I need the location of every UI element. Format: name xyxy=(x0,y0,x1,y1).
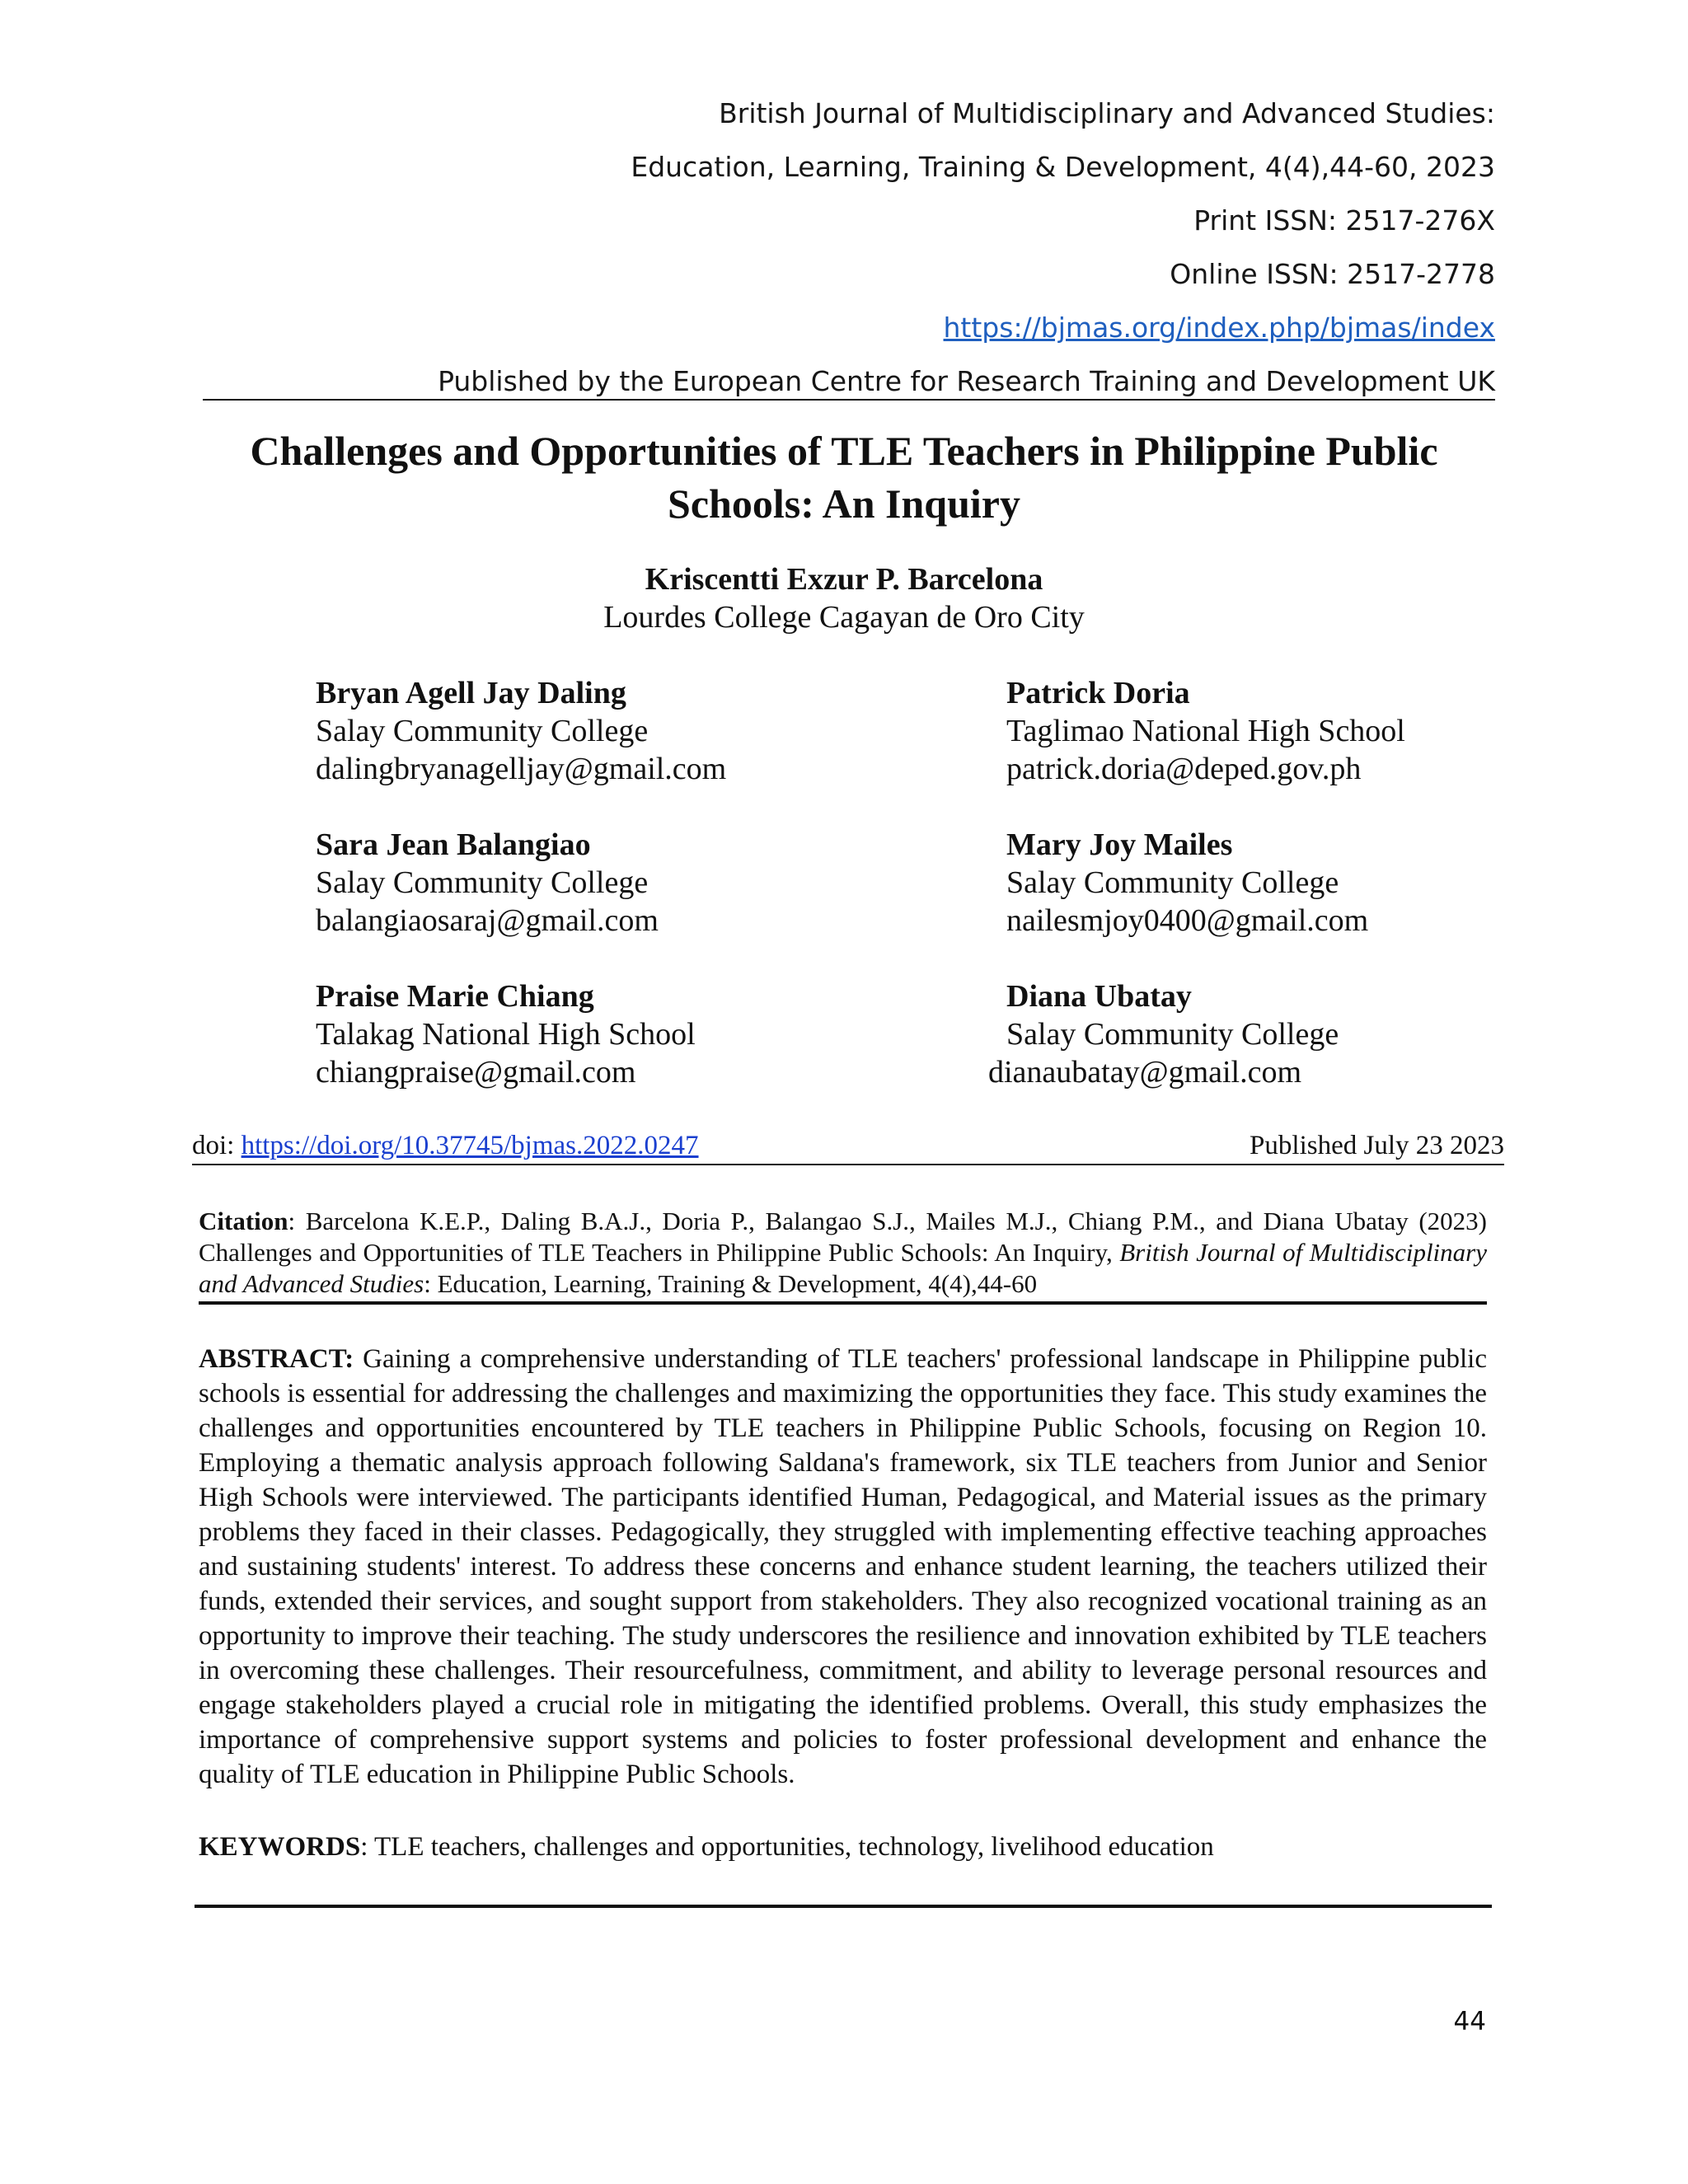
author-name: Diana Ubatay xyxy=(1006,979,1192,1014)
journal-name: British Journal of Multidisciplinary and Advanced Studies: xyxy=(719,97,1495,129)
paper-title-line-1: Challenges and Opportunities of TLE Teachers in Philippine Public xyxy=(250,428,1438,474)
author-name: Mary Joy Mailes xyxy=(1006,827,1233,862)
keywords-block xyxy=(199,1830,1487,1864)
author-affiliation: Salay Community College xyxy=(316,714,649,748)
author-affiliation: Talakag National High School xyxy=(316,1017,696,1052)
author-affiliation: Taglimao National High School xyxy=(1006,714,1405,748)
author-affiliation: Salay Community College xyxy=(1006,1017,1339,1052)
citation-text-end: : Education, Learning, Training & Development, 4(4),44-60 xyxy=(424,1269,1038,1298)
author-email: dianaubatay@gmail.com xyxy=(988,1055,1302,1090)
abstract-block xyxy=(199,1342,1487,1792)
citation-journal: British Journal of Multidisciplinary and Advanced Studies xyxy=(199,1238,1487,1298)
online-issn: Online ISSN: 2517-2778 xyxy=(1170,258,1495,290)
print-issn: Print ISSN: 2517-276X xyxy=(1193,204,1495,237)
citation-block xyxy=(199,1206,1487,1305)
paper-title xyxy=(165,424,1523,530)
abstract-label: ABSTRACT: xyxy=(199,1344,354,1374)
author-email: patrick.doria@deped.gov.ph xyxy=(1006,752,1362,786)
page-number: 44 xyxy=(1453,2007,1486,2036)
main-author-affiliation: Lourdes College Cagayan de Oro City xyxy=(603,600,1085,635)
author-block xyxy=(1006,674,1405,788)
author-email: chiangpraise@gmail.com xyxy=(316,1055,636,1090)
author-block xyxy=(988,977,1339,1091)
citation-text: : Barcelona K.E.P., Daling B.A.J., Doria P., Balangao S.J., Mailes M.J., Chiang P.M., and Diana Ubatay (2023) Challenges and Opportunities of TLE Teachers in Philippine Public Schools: An Inquiry, xyxy=(199,1207,1487,1267)
author-name: Sara Jean Balangiao xyxy=(316,827,591,862)
abstract-text: Gaining a comprehensive understanding of TLE teachers' professional landscape in Philippine public schools is essential for addressing the challenges and maximizing the opportunities they face. This study examines the challenges and opportunities encountered by TLE teachers in Philippine Public Schools, focusing on Region 10. Employing a thematic analysis approach following Saldana's framework, six TLE teachers from Junior and Senior High Schools were interviewed. The participants identified Human, Pedagogical, and Material issues as the primary problems they faced in their classes. Pedagogically, they struggled with implementing effective teaching approaches and sustaining students' interest. To address these concerns and enhance student learning, the teachers utilized their funds, extended their services, and sought support from stakeholders. They also recognized vocational training as an opportunity to improve their teaching. The study underscores the resilience and innovation exhibited by TLE teachers in overcoming these challenges. Their resourcefulness, commitment, and ability to leverage personal resources and engage stakeholders played a crucial role in mitigating the identified problems. Overall, this study emphasizes the importance of comprehensive support systems and policies to foster professional development and enhance the quality of TLE education in Philippine Public Schools. xyxy=(199,1344,1487,1789)
author-block xyxy=(316,826,659,940)
section-divider xyxy=(195,1905,1492,1908)
doi-label: doi: xyxy=(192,1131,235,1160)
citation-label: Citation xyxy=(199,1207,288,1235)
journal-series: Education, Learning, Training & Development, 4(4),44-60, 2023 xyxy=(631,151,1495,183)
keywords-label: KEYWORDS xyxy=(199,1832,361,1862)
doi-link[interactable]: https://doi.org/10.37745/bjmas.2022.0247 xyxy=(241,1131,699,1160)
author-email: nailesmjoy0400@gmail.com xyxy=(1006,903,1369,938)
author-block xyxy=(316,977,696,1091)
author-affiliation: Salay Community College xyxy=(1006,865,1339,900)
published-date: Published July 23 2023 xyxy=(1250,1131,1504,1160)
author-name: Patrick Doria xyxy=(1006,676,1190,710)
author-affiliation: Salay Community College xyxy=(316,865,649,900)
author-name: Praise Marie Chiang xyxy=(316,979,594,1014)
author-block xyxy=(1006,826,1368,940)
author-name: Bryan Agell Jay Daling xyxy=(316,676,626,710)
paper-title-line-2: Schools: An Inquiry xyxy=(668,480,1020,527)
publisher-line: Published by the European Centre for Research Training and Development UK xyxy=(203,365,1495,401)
doi-row xyxy=(192,1129,1504,1165)
main-author-name: Kriscentti Exzur P. Barcelona xyxy=(645,562,1043,597)
journal-url-link[interactable]: https://bjmas.org/index.php/bjmas/index xyxy=(943,312,1495,344)
author-block xyxy=(316,674,726,788)
keywords-text: : TLE teachers, challenges and opportunities, technology, livelihood education xyxy=(360,1832,1214,1862)
author-email: dalingbryanagelljay@gmail.com xyxy=(316,752,727,786)
author-email: balangiaosaraj@gmail.com xyxy=(316,903,659,938)
